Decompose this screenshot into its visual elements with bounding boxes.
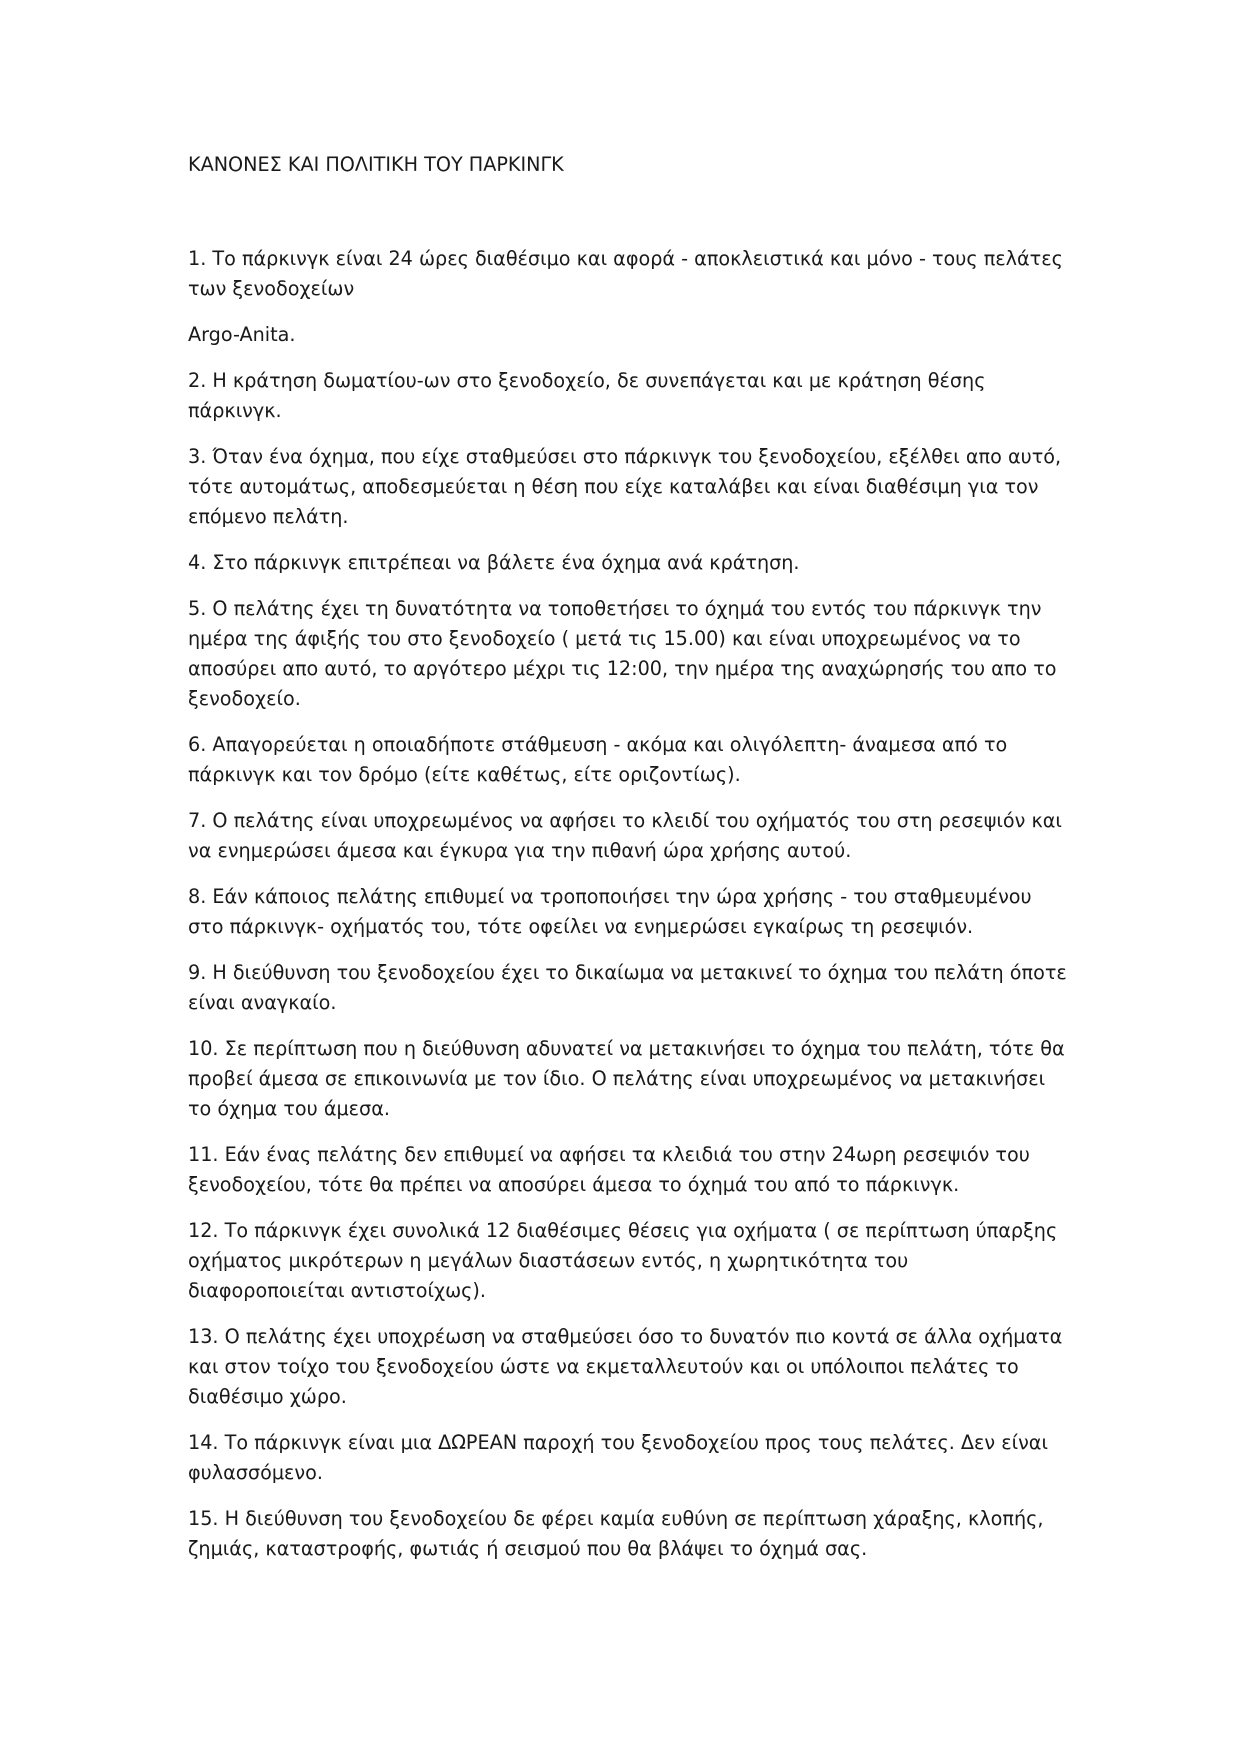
rule-paragraph: 1. Το πάρκινγκ είναι 24 ώρες διαθέσιμο και αφορά - αποκλειστικά και μόνο - τους πελάτες των ξενοδοχείων <box>188 247 1063 300</box>
rule-paragraph: 2. Η κράτηση δωματίου-ων στο ξενοδοχείο, δε συνεπάγεται και με κράτηση θέσης πάρκινγκ. <box>188 369 986 422</box>
document-title: ΚΑΝΟΝΕΣ ΚΑΙ ΠΟΛΙΤΙΚΗ ΤΟΥ ΠΑΡΚΙΝΓΚ <box>188 153 564 176</box>
rule-paragraph: 12. Το πάρκινγκ έχει συνολικά 12 διαθέσιμες θέσεις για οχήματα ( σε περίπτωση ύπαρξης οχήματος μικρότερων η μεγάλων διαστάσεων εντός, η χωρητικότητα του διαφοροποιείται αντιστοίχως). <box>188 1219 1058 1302</box>
rule-paragraph: 8. Εάν κάποιος πελάτης επιθυμεί να τροποποιήσει την ώρα χρήσης - του σταθμευμένου στο πάρκινγκ- οχήματός του, τότε οφείλει να ενημερώσει εγκαίρως τη ρεσεψιόν. <box>188 885 1032 938</box>
rule-paragraph: 6. Απαγορεύεται η οποιαδήποτε στάθμευση - ακόμα και ολιγόλεπτη- άναμεσα από το πάρκινγκ και τον δρόμο (είτε καθέτως, είτε οριζοντίως). <box>188 733 1008 786</box>
rule-paragraph: 7. Ο πελάτης είναι υποχρεωμένος να αφήσει το κλειδί του οχήματός του στη ρεσεψιόν και να ενημερώσει άμεσα και έγκυρα για την πιθανή ώρα χρήσης αυτού. <box>188 809 1062 862</box>
document-body <box>188 150 1068 1580</box>
rule-paragraph: 4. Στο πάρκινγκ επιτρέπεαι να βάλετε ένα όχημα ανά κράτηση. <box>188 551 800 574</box>
rule-paragraph: 10. Σε περίπτωση που η διεύθυνση αδυνατεί να μετακινήσει το όχημα του πελάτη, τότε θα προβεί άμεσα σε επικοινωνία με τον ίδιο. Ο πελάτης είναι υποχρεωμένος να μετακινήσει το όχημα του άμεσα. <box>188 1037 1065 1120</box>
hotel-names-paragraph: Argo-Anita. <box>188 323 296 346</box>
rule-paragraph: 5. Ο πελάτης έχει τη δυνατότητα να τοποθετήσει το όχημά του εντός του πάρκινγκ την ημέρα της άφιξής του στο ξενοδοχείο ( μετά τις 15.00) και είναι υποχρεωμένος να το αποσύρει απο αυτό, το αργότερο μέχρι τις 12:00, την ημέρα της αναχώρησής του απο το ξενοδοχείο. <box>188 597 1057 710</box>
rule-paragraph: 11. Εάν ένας πελάτης δεν επιθυμεί να αφήσει τα κλειδιά του στην 24ωρη ρεσεψιόν του ξενοδοχείου, τότε θα πρέπει να αποσύρει άμεσα το όχημά του από το πάρκινγκ. <box>188 1143 1030 1196</box>
rule-paragraph: 15. Η διεύθυνση του ξενοδοχείου δε φέρει καμία ευθύνη σε περίπτωση χάραξης, κλοπής, ζημιάς, καταστροφής, φωτιάς ή σεισμού που θα βλάψει το όχημά σας. <box>188 1507 1044 1560</box>
rule-paragraph: 3. Όταν ένα όχημα, που είχε σταθμεύσει στο πάρκινγκ του ξενοδοχείου, εξέλθει απο αυτό, τότε αυτομάτως, αποδεσμεύεται η θέση που είχε καταλάβει και είναι διαθέσιμη για τον επόμενο πελάτη. <box>188 445 1062 528</box>
rule-paragraph: 13. Ο πελάτης έχει υποχρέωση να σταθμεύσει όσο το δυνατόν πιο κοντά σε άλλα οχήματα και στον τοίχο του ξενοδοχείου ώστε να εκμεταλλευτούν και οι υπόλοιποι πελάτες το διαθέσιμο χώρο. <box>188 1325 1063 1408</box>
rule-paragraph: 14. Το πάρκινγκ είναι μια ΔΩΡΕΑΝ παροχή του ξενοδοχείου προς τους πελάτες. Δεν είναι φυλασσόμενο. <box>188 1431 1048 1484</box>
rule-paragraph: 9. Η διεύθυνση του ξενοδοχείου έχει το δικαίωμα να μετακινεί το όχημα του πελάτη όποτε είναι αναγκαίο. <box>188 961 1067 1014</box>
